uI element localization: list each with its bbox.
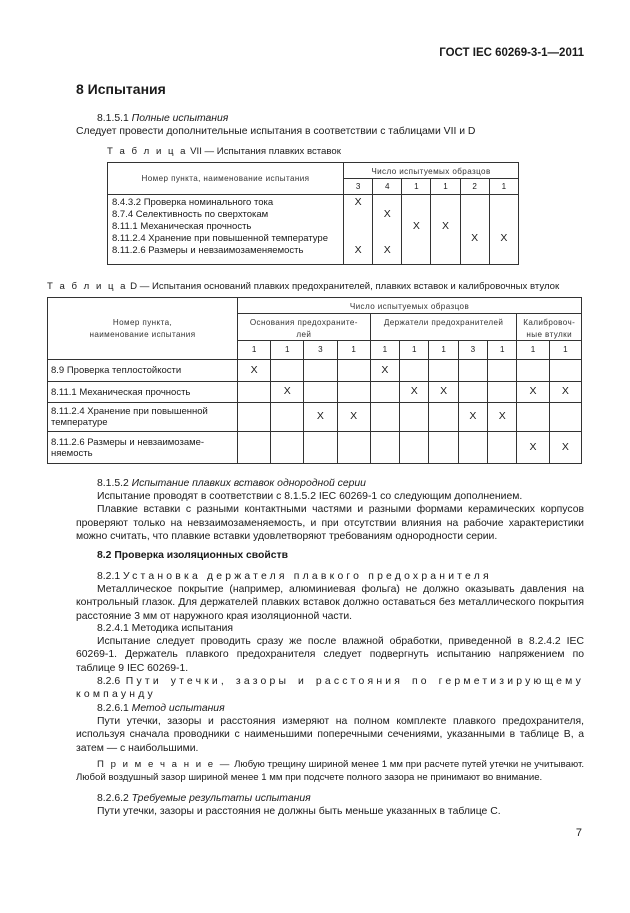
clause-number: 8.2.6 (97, 676, 121, 687)
mark (400, 403, 429, 432)
mark: X (429, 382, 458, 403)
mark (400, 432, 429, 464)
mark (431, 245, 459, 257)
mark (271, 432, 304, 464)
clause-text: Испытание следует проводить сразу же после влажной обработки, приведенной в 8.2.4.2 IEC 60269-1. Держатель плавкого предохранителя следует подвергнуть испытанию напряжением по таблице 9 IEC 60269-1. (76, 636, 584, 674)
mark (337, 360, 370, 382)
mark (304, 432, 337, 464)
mark (402, 245, 430, 257)
mark (271, 403, 304, 432)
mark (429, 432, 458, 464)
clause-text: Плавкие вставки с разными контактными частями и разными формами керамических корпусов проверяют только на невзаимозаменяемость, и при отсутствии влияния на рабочие характеристики можно считать, что плавкие вставки удовлетворяют требованиям однородности серии. (76, 504, 584, 542)
note-text: Любую трещину шириной менее 1 мм при расчете путей утечки не учитывают. Любой воздушный зазор шириной менее 1 мм при подсчете полного зазора не принимают во внимание. (76, 759, 584, 783)
mark (429, 360, 458, 382)
page-number: 7 (575, 827, 582, 839)
mark: X (304, 403, 337, 432)
table-row (48, 360, 582, 382)
mark: X (383, 207, 391, 220)
sample-count: 1 (488, 341, 517, 360)
table-d (47, 297, 582, 464)
mark (373, 233, 401, 245)
clause-number: 8.2.6.1 (97, 703, 129, 714)
mark (337, 432, 370, 464)
mark: X (337, 403, 370, 432)
mark: X (354, 196, 362, 208)
test-name: 8.4.3.2 Проверка номинального тока (112, 197, 274, 208)
clause-8-2-1 (76, 570, 584, 623)
note (76, 759, 584, 784)
mark: X (488, 403, 517, 432)
clause-text: Испытание проводят в соответствии с 8.1.5.2 IEC 60269-1 со следующим дополнением. (97, 491, 523, 503)
mark (238, 432, 271, 464)
mark: X (400, 382, 429, 403)
clause-number: 8.2.6.2 (97, 793, 129, 804)
column-header-samples: Число испытуемых образцов (344, 163, 519, 179)
note-label: П р и м е ч а н и е — (97, 759, 232, 770)
group-header-bases: Основания предохраните- лей (238, 314, 371, 341)
marks-column (431, 195, 460, 265)
table-row (48, 382, 582, 403)
sample-count: 1 (402, 179, 431, 195)
mark (488, 360, 517, 382)
mark (271, 360, 304, 382)
sample-count: 1 (271, 341, 304, 360)
marks-column (402, 195, 431, 265)
group-header-gauges: Калибровоч- ные втулки (517, 314, 582, 341)
column-header-name: Номер пункта, наименование испытания (48, 298, 238, 360)
mark: X (458, 403, 487, 432)
mark (400, 360, 429, 382)
table7-caption (107, 146, 341, 157)
clause-text: Пути утечки, зазоры и расстояния измеряют на полном комплекте плавкого предохранителя, используя сначала проводники с наименьшими поперечными сечениями, указанными в таблице B, а затем — с наибольшими. (76, 716, 584, 754)
marks-column (373, 195, 402, 265)
mark (490, 221, 518, 233)
mark (488, 432, 517, 464)
mark (517, 360, 549, 382)
clause-8-2-6-2 (76, 792, 584, 818)
clause-8-1-5-1 (76, 112, 584, 138)
test-name: 8.7.4 Селективность по сверхтокам (112, 208, 269, 220)
clause-8-2-4-1 (76, 622, 584, 675)
sample-count: 1 (517, 341, 549, 360)
section-8-2-title (76, 549, 584, 562)
sample-count: 1 (431, 179, 460, 195)
mark (238, 382, 271, 403)
sample-count: 2 (460, 179, 489, 195)
sample-count: 1 (370, 341, 399, 360)
mark (337, 382, 370, 403)
test-name: 8.11.2.4 Хранение при повышенной температуре (48, 403, 238, 432)
sample-count: 1 (337, 341, 370, 360)
document-id: ГОСТ IEC 60269-3-1—2011 (439, 47, 584, 59)
mark: X (354, 243, 362, 256)
clause-8-2-6-1 (76, 702, 584, 755)
mark (549, 403, 581, 432)
sample-count: 3 (458, 341, 487, 360)
mark (402, 233, 430, 245)
table-row (48, 432, 582, 464)
mark: X (549, 432, 581, 464)
clause-title: Метод испытания (131, 703, 225, 714)
clause-heading: 8.2.4.1 Методика испытания (97, 623, 234, 634)
mark (344, 233, 372, 245)
mark (490, 245, 518, 257)
mark: X (500, 231, 508, 244)
mark (458, 382, 487, 403)
sample-count: 1 (238, 341, 271, 360)
mark: X (383, 243, 391, 256)
sample-count: 3 (304, 341, 337, 360)
mark: X (517, 382, 549, 403)
caption-label: Т а б л и ц а (107, 146, 188, 157)
mark (458, 432, 487, 464)
clause-title: Полные испытания (131, 113, 229, 124)
column-header-name: Номер пункта, наименование испытания (108, 163, 344, 195)
section-title: 8 Испытания (76, 81, 166, 97)
marks-column (489, 195, 518, 265)
table-row (48, 403, 582, 432)
test-name: 8.11.1 Механическая прочность (48, 382, 238, 403)
column-header-samples: Число испытуемых образцов (238, 298, 582, 314)
sample-count: 1 (429, 341, 458, 360)
mark (488, 382, 517, 403)
clause-8-2-6 (76, 675, 584, 701)
mark (517, 403, 549, 432)
mark (431, 233, 459, 245)
clause-number: 8.1.5.1 (97, 113, 129, 124)
mark (370, 382, 399, 403)
mark (429, 403, 458, 432)
mark (370, 403, 399, 432)
clause-number: 8.1.5.2 (97, 478, 129, 489)
marks-column (460, 195, 489, 265)
mark: X (471, 231, 479, 244)
mark (461, 221, 489, 233)
sample-count: 4 (373, 179, 402, 195)
group-header-holders: Держатели предохранителей (370, 314, 517, 341)
clause-title: Требуемые результаты испытания (131, 793, 311, 804)
mark (344, 221, 372, 233)
clause-number: 8.2.1 (97, 571, 121, 582)
test-names-cell (108, 195, 344, 265)
mark: X (271, 382, 304, 403)
clause-8-1-5-2 (76, 477, 584, 543)
clause-title: Пути утечки, зазоры и расстояния по герметизирующему компаунду (76, 676, 584, 701)
clause-title: Испытание плавких вставок однородной серии (131, 478, 366, 489)
mark (373, 221, 401, 233)
caption-text: VII — Испытания плавких вставок (190, 146, 341, 157)
caption-text: D — Испытания оснований плавких предохранителей, плавких вставок и калибровочных втулок (130, 281, 560, 292)
test-name: 8.9 Проверка теплостойкости (48, 360, 238, 382)
subsection-title: 8.2 Проверка изоляционных свойств (97, 550, 289, 561)
clause-text: Пути утечки, зазоры и расстояния не должны быть меньше указанных в таблице C. (97, 806, 501, 818)
mark (304, 360, 337, 382)
marks-column (344, 195, 373, 265)
sample-count: 1 (400, 341, 429, 360)
table-vii (107, 162, 519, 265)
test-name: 8.11.2.6 Размеры и невзаимозаме- няемость (48, 432, 238, 464)
mark: X (370, 360, 399, 382)
test-name: 8.11.2.6 Размеры и невзаимозаменяемость (112, 244, 304, 256)
mark: X (549, 382, 581, 403)
sample-count: 3 (344, 179, 373, 195)
mark (549, 360, 581, 382)
tableD-caption (47, 281, 559, 292)
mark (370, 432, 399, 464)
clause-text: Следует провести дополнительные испытания в соответствии с таблицами VII и D (76, 126, 476, 138)
clause-text: Металлическое покрытие (например, алюминиевая фольга) не должно оказывать давления на контрольный глазок. Для держателей плавких вставок должно оставаться без металлического покрытия расстояние 3 мм от наружного края изоляционной части. (76, 584, 584, 622)
mark (238, 403, 271, 432)
test-name: 8.11.2.4 Хранение при повышенной температуре (112, 232, 328, 244)
mark: X (412, 219, 420, 232)
mark (461, 245, 489, 257)
mark: X (517, 432, 549, 464)
mark (458, 360, 487, 382)
sample-count: 1 (549, 341, 581, 360)
clause-title: Установка держателя плавкого предохранителя (123, 571, 492, 582)
caption-label: Т а б л и ц а (47, 281, 128, 292)
mark (304, 382, 337, 403)
mark: X (238, 360, 271, 382)
sample-count: 1 (489, 179, 518, 195)
mark: X (441, 219, 449, 232)
test-name: 8.11.1 Механическая прочность (112, 220, 252, 232)
